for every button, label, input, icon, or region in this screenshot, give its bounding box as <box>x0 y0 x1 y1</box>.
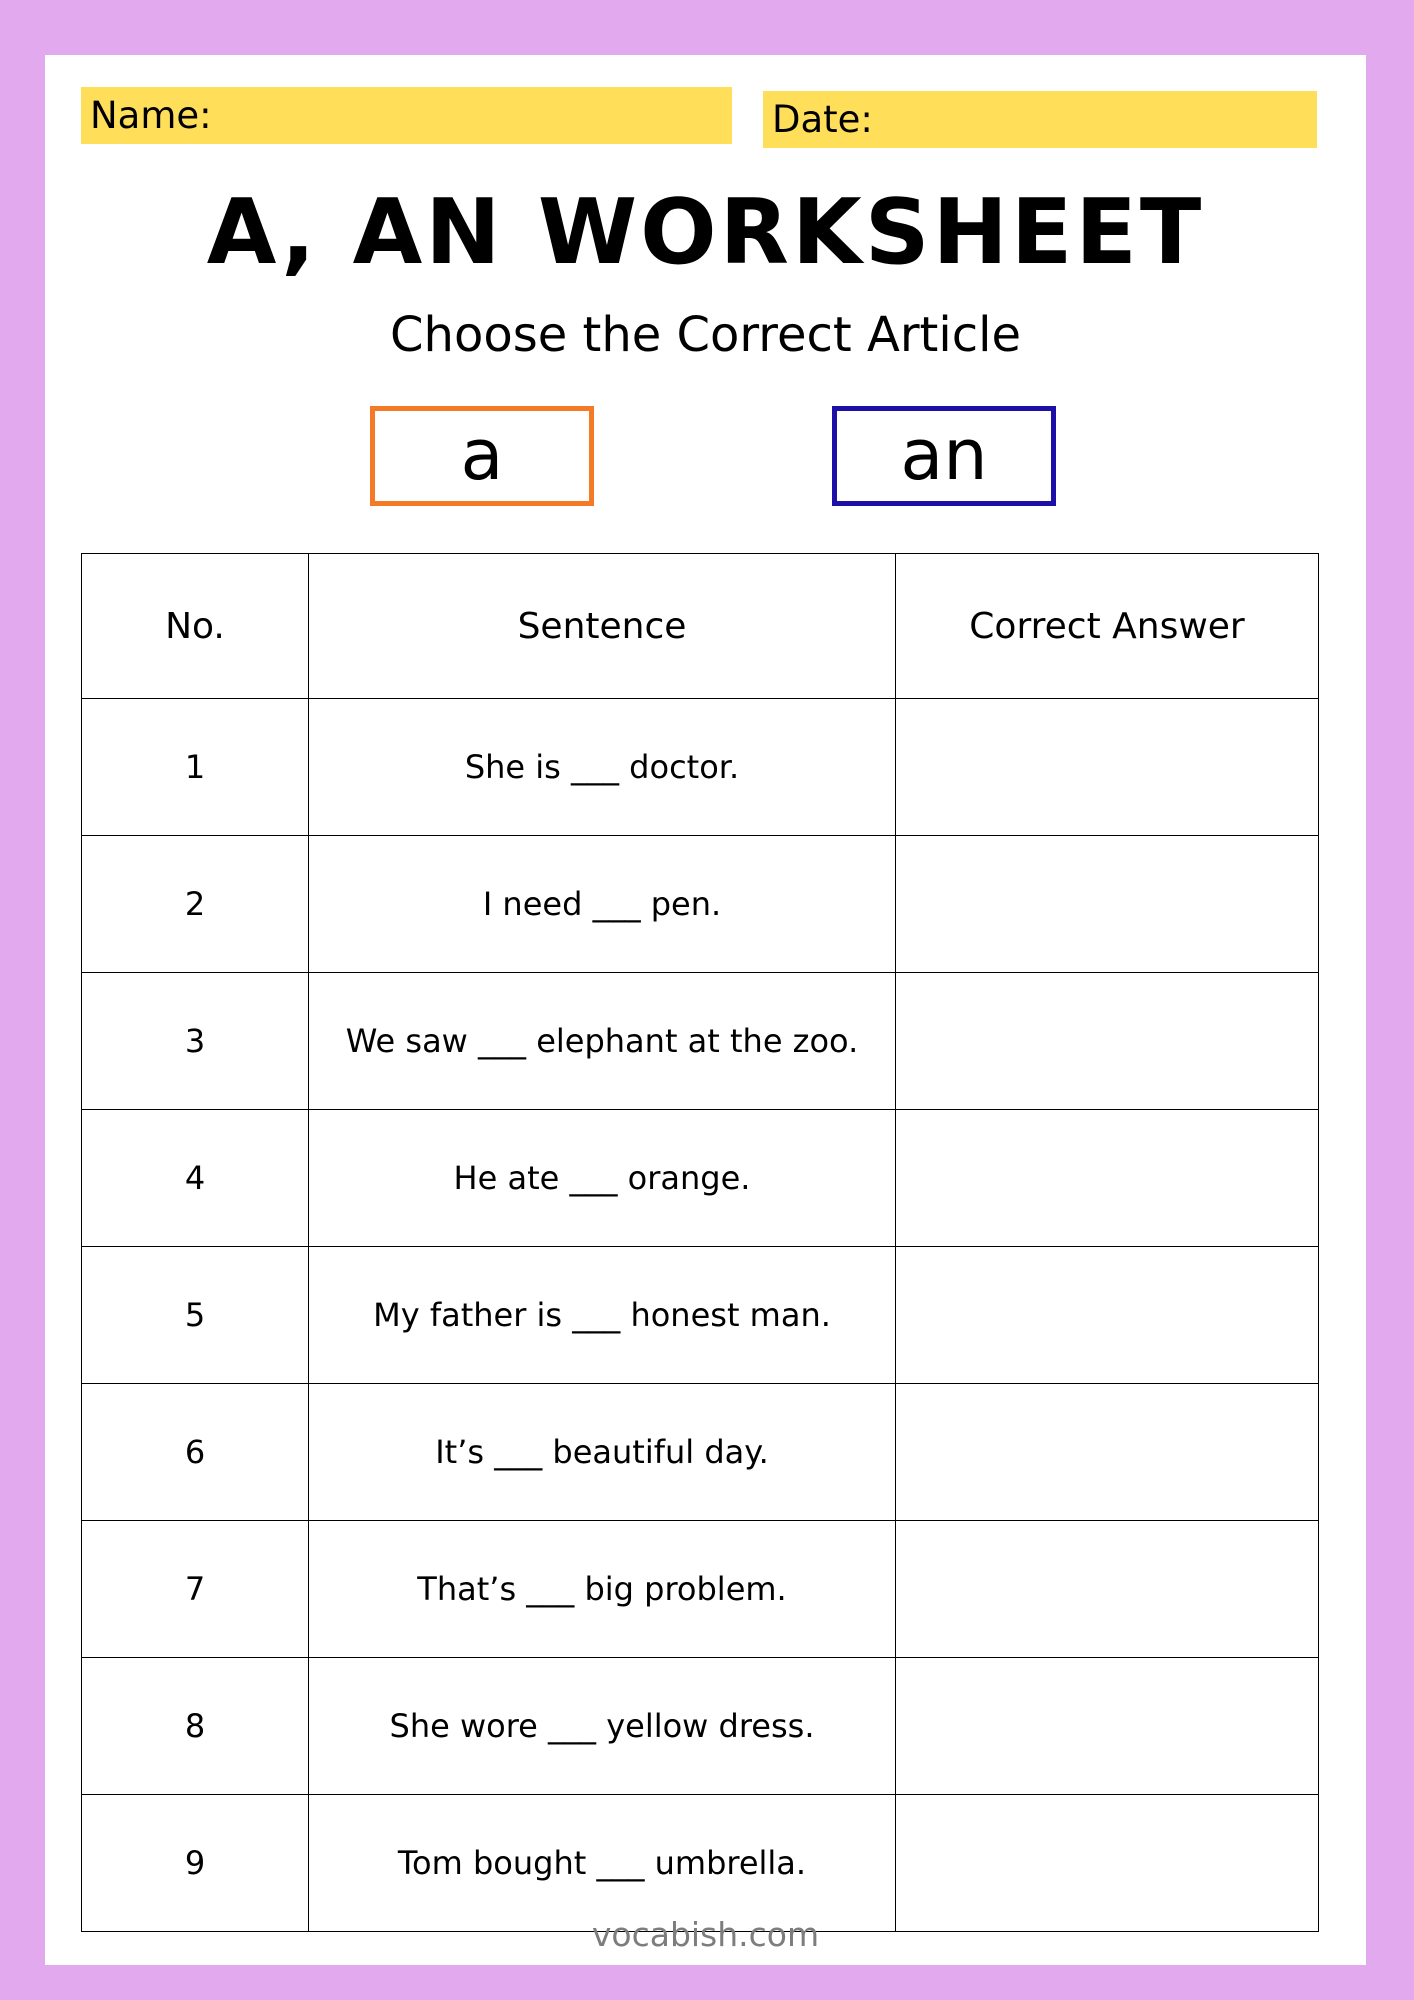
table-row <box>82 1521 1319 1658</box>
row-number: 9 <box>82 1795 309 1932</box>
table-row <box>82 1658 1319 1795</box>
name-label: Name: <box>90 94 212 137</box>
answer-cell[interactable] <box>896 1247 1319 1384</box>
table-header-row <box>82 554 1319 699</box>
row-number: 2 <box>82 836 309 973</box>
worksheet-subtitle: Choose the Correct Article <box>390 307 1021 363</box>
row-number: 8 <box>82 1658 309 1795</box>
table-row <box>82 836 1319 973</box>
answer-cell[interactable] <box>896 1110 1319 1247</box>
row-sentence: It’s ___ beautiful day. <box>309 1384 896 1521</box>
answer-cell[interactable] <box>896 1658 1319 1795</box>
row-sentence: Tom bought ___ umbrella. <box>309 1795 896 1932</box>
row-number: 4 <box>82 1110 309 1247</box>
name-field[interactable] <box>81 87 732 144</box>
article-option-a: a <box>370 406 594 506</box>
row-number: 1 <box>82 699 309 836</box>
table-row <box>82 973 1319 1110</box>
table-row <box>82 1247 1319 1384</box>
row-number: 3 <box>82 973 309 1110</box>
row-sentence: I need ___ pen. <box>309 836 896 973</box>
table-row <box>82 699 1319 836</box>
header-sentence: Sentence <box>309 554 896 699</box>
answer-cell[interactable] <box>896 973 1319 1110</box>
row-sentence: That’s ___ big problem. <box>309 1521 896 1658</box>
table-row <box>82 1110 1319 1247</box>
answer-cell[interactable] <box>896 1521 1319 1658</box>
row-number: 7 <box>82 1521 309 1658</box>
row-sentence: She wore ___ yellow dress. <box>309 1658 896 1795</box>
answer-cell[interactable] <box>896 836 1319 973</box>
date-field[interactable] <box>763 91 1317 148</box>
answer-cell[interactable] <box>896 1384 1319 1521</box>
worksheet-page <box>45 55 1366 1965</box>
footer-website: vocabish.com <box>591 1915 820 1954</box>
header-no: No. <box>82 554 309 699</box>
worksheet-title: A, AN WORKSHEET <box>206 180 1205 285</box>
row-sentence: We saw ___ elephant at the zoo. <box>309 973 896 1110</box>
row-number: 6 <box>82 1384 309 1521</box>
row-sentence: She is ___ doctor. <box>309 699 896 836</box>
row-sentence: He ate ___ orange. <box>309 1110 896 1247</box>
date-label: Date: <box>772 98 873 141</box>
answer-cell[interactable] <box>896 699 1319 836</box>
row-sentence: My father is ___ honest man. <box>309 1247 896 1384</box>
row-number: 5 <box>82 1247 309 1384</box>
exercise-table <box>81 553 1319 1932</box>
article-option-an: an <box>832 406 1056 506</box>
table-row <box>82 1384 1319 1521</box>
header-correct-answer: Correct Answer <box>896 554 1319 699</box>
